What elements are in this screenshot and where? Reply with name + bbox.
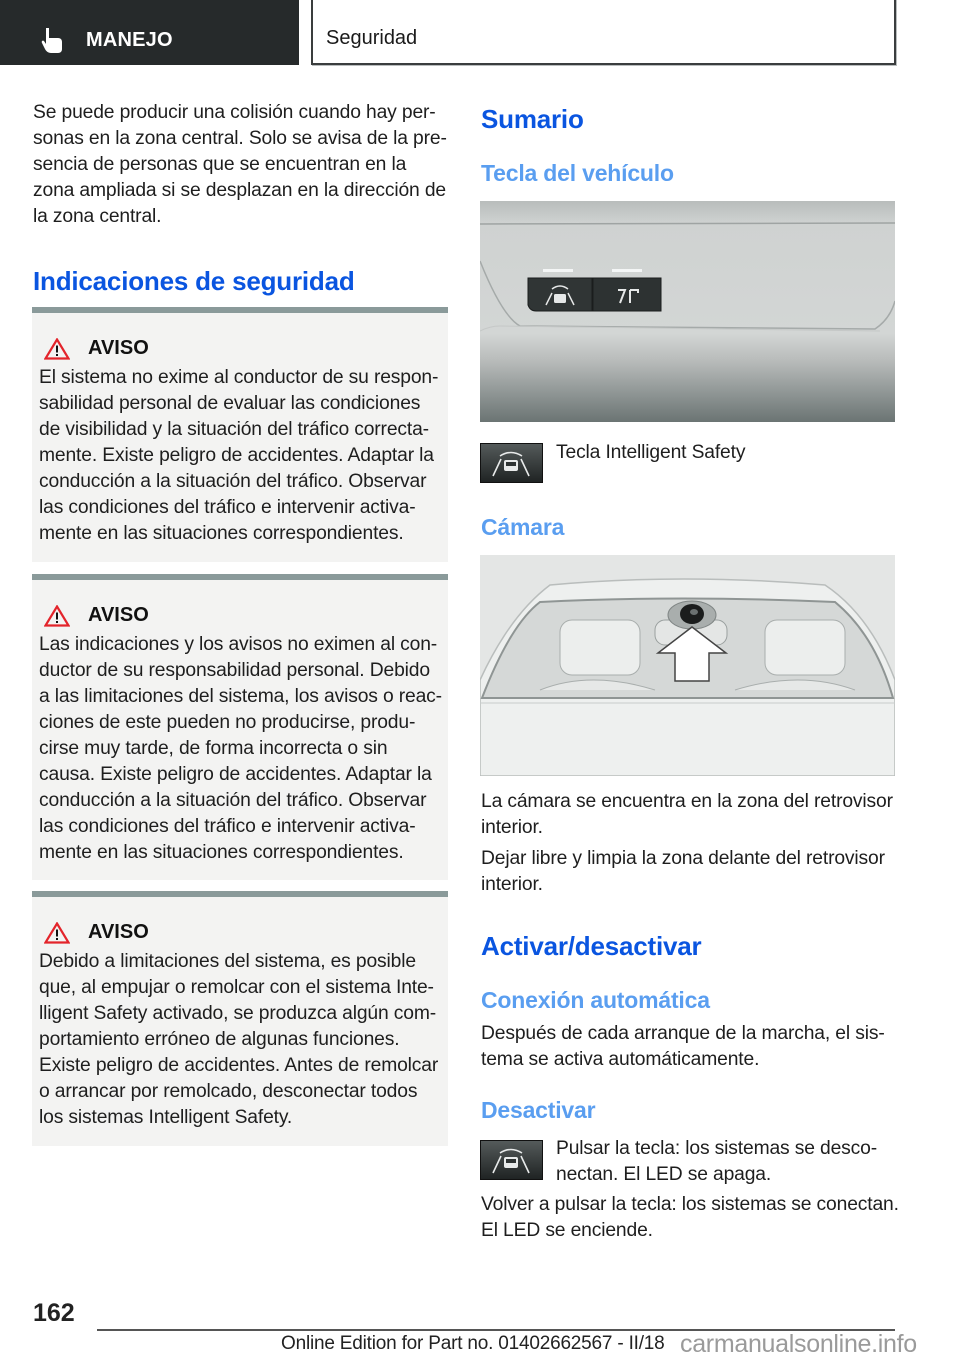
text-line: mente en las situaciones correspondientes.	[39, 842, 404, 863]
warning-header	[44, 337, 149, 360]
chapter-title: Seguridad	[326, 27, 418, 49]
warning-triangle-icon	[44, 922, 70, 944]
text-line: la zona central.	[33, 206, 162, 227]
text-line: de visibilidad y la situación del tráfico correcta-	[39, 419, 429, 440]
section-tab	[0, 0, 299, 65]
text-line: Debido a limitaciones del sistema, es posible	[39, 951, 416, 972]
auto-connect-text	[481, 1021, 901, 1073]
text-line: Después de cada arranque de la marcha, el sis-	[481, 1023, 885, 1044]
text-line: o arrancar por remolcado, desconectar todos	[39, 1081, 418, 1102]
text-line: portamiento erróneo de algunas funciones.	[39, 1029, 400, 1050]
warning-triangle-icon	[44, 605, 70, 627]
edition-text: Online Edition for Part no. 01402662567 - II/18	[281, 1333, 665, 1354]
text-line: cirse muy tarde, de forma incorrecta o sin	[39, 738, 388, 759]
text-line: lligent Safety activado, se produzca algún com-	[39, 1003, 437, 1024]
text-line: mente en las situaciones correspondientes.	[39, 523, 404, 544]
page-number: 162	[33, 1299, 75, 1327]
text-line: ciones de este pueden no producirse, produ-	[39, 712, 416, 733]
warning-text	[39, 949, 449, 1131]
warning-label: AVISO	[88, 337, 149, 359]
deactivate-heading: Desactivar	[481, 1097, 596, 1123]
text-line: las condiciones del tráfico e intervenir activa-	[39, 816, 416, 837]
auto-connect-heading: Conexión automática	[481, 987, 710, 1013]
text-line: El LED se enciende.	[481, 1220, 653, 1241]
warning-box	[32, 307, 448, 562]
warning-text	[39, 365, 449, 547]
safety-heading: Indicaciones de seguridad	[33, 266, 355, 296]
text-line: sabilidad personal de evaluar las condiciones	[39, 393, 421, 414]
text-line: Pulsar la tecla: los sistemas se desco-	[556, 1138, 877, 1159]
warning-header	[44, 921, 149, 944]
footer-rule	[97, 1329, 415, 1331]
text-line: mente. Existe peligro de accidentes. Adaptar la	[39, 445, 434, 466]
warning-label: AVISO	[88, 604, 149, 626]
key-caption: Tecla Intelligent Safety	[556, 442, 746, 463]
text-line: nectan. El LED se apaga.	[556, 1164, 772, 1185]
text-line: Dejar libre y limpia la zona delante del retrovisor	[481, 848, 885, 869]
camera-clean-text	[481, 846, 901, 898]
text-line: conducción a la situación del tráfico. Observar	[39, 471, 427, 492]
text-line: interior.	[481, 817, 543, 838]
text-line: los sistemas Intelligent Safety.	[39, 1107, 293, 1128]
text-line: La cámara se encuentra en la zona del retrovisor	[481, 791, 893, 812]
warning-text	[39, 632, 449, 866]
hand-pointer-icon	[40, 27, 64, 53]
text-line: ductor de su responsabilidad personal. Debido	[39, 660, 430, 681]
text-line: causa. Existe peligro de accidentes. Adaptar la	[39, 764, 432, 785]
camera-location-text	[481, 789, 901, 841]
intelligent-safety-key-icon	[480, 1140, 543, 1180]
text-line: zona ampliada si se desplazan en la dirección de	[33, 180, 446, 201]
activate-heading: Activar/desactivar	[481, 931, 702, 961]
warning-label: AVISO	[88, 921, 149, 943]
text-line: a las limitaciones del sistema, los avisos o reac-	[39, 686, 442, 707]
text-line: las condiciones del tráfico e intervenir activa-	[39, 497, 416, 518]
warning-triangle-icon	[44, 338, 70, 360]
intelligent-safety-button-photo	[480, 201, 895, 422]
text-line: Se puede producir una colisión cuando hay per-	[33, 102, 436, 123]
watermark-link[interactable]: carmanualsonline.info	[680, 1330, 917, 1358]
text-line: sonas en la zona central. Solo se avisa de la pre-	[33, 128, 447, 149]
text-line: Existe peligro de accidentes. Antes de remolcar	[39, 1055, 439, 1076]
reactivate-text	[481, 1192, 906, 1244]
vehicle-key-heading: Tecla del vehículo	[481, 160, 674, 186]
section-tab-label: MANEJO	[86, 29, 173, 51]
text-line: interior.	[481, 874, 543, 895]
text-line: que, al empujar o remolcar con el sistema Inte-	[39, 977, 434, 998]
text-line: Volver a pulsar la tecla: los sistemas se conectan.	[481, 1194, 899, 1215]
intelligent-safety-key-icon	[480, 443, 543, 483]
summary-heading: Sumario	[481, 104, 584, 134]
intro-paragraph	[33, 100, 453, 230]
text-line: sencia de personas que se encuentran en la	[33, 154, 407, 175]
warning-box	[32, 891, 448, 1146]
warning-box	[32, 574, 448, 880]
text-line: Las indicaciones y los avisos no eximen al con-	[39, 634, 438, 655]
deactivate-text	[556, 1136, 901, 1188]
warning-header	[44, 604, 149, 627]
text-line: tema se activa automáticamente.	[481, 1049, 760, 1070]
text-line: conducción a la situación del tráfico. Observar	[39, 790, 427, 811]
camera-heading: Cámara	[481, 514, 565, 540]
chapter-header	[311, 0, 896, 65]
text-line: El sistema no exime al conductor de su respon-	[39, 367, 439, 388]
windshield-camera-photo	[480, 555, 895, 776]
